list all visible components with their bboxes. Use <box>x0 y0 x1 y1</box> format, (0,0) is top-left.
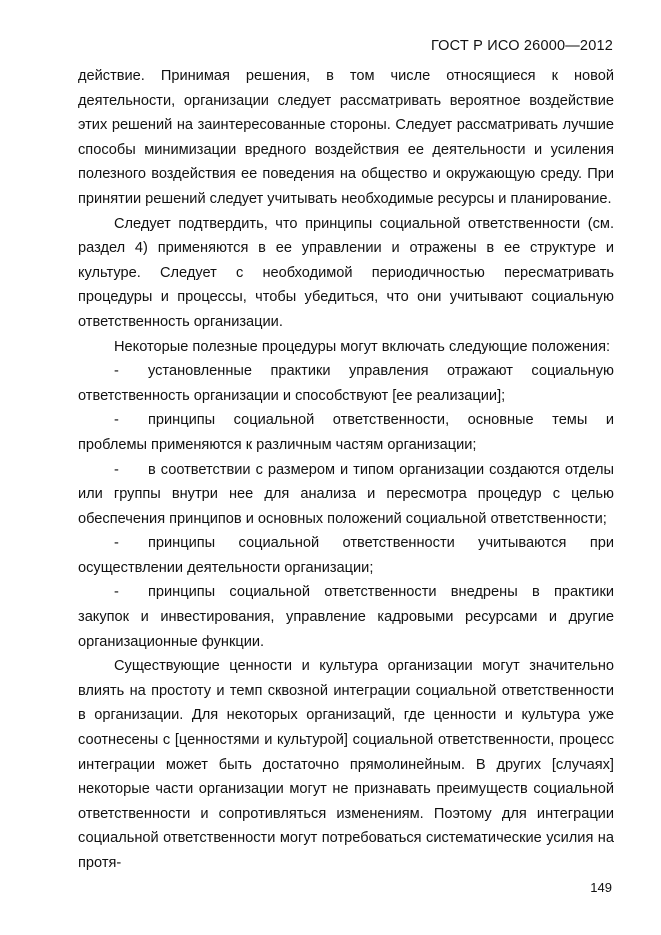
page-number: 149 <box>590 880 612 895</box>
list-item-text: принципы социальной ответственности, основные темы и проблемы применяются к различным частям организации; <box>78 412 614 453</box>
list-item <box>78 408 614 457</box>
list-item <box>78 580 614 654</box>
bullet-marker: - <box>114 584 119 601</box>
list-item <box>78 458 614 532</box>
paragraph-procedures-intro: Некоторые полезные процедуры могут включать следующие положения: <box>114 338 611 355</box>
document-body <box>78 64 614 876</box>
document-header: ГОСТ Р ИСО 26000—2012 <box>430 38 613 54</box>
list-item-text: принципы социальной ответственности внедрены в практики закупок и инвестирования, управление кадровыми ресурсами и другие организационные функции. <box>78 584 614 650</box>
list-item-text: установленные практики управления отражают социальную ответственность организации и способствуют [ее реализации]; <box>78 363 614 404</box>
paragraph-continuation: действие. Принимая решения, в том числе относящиеся к новой деятельности, организации следует рассматривать вероятное воздействие этих решений на заинтересованные стороны. Следует рассматривать лучшие способы минимизации вредного воздействия ее деятельности и усиления полезного воздействия ее поведения на общество и окружающую среду. При принятии решений следует учитывать необходимые ресурсы и планирование. <box>78 68 614 207</box>
paragraph-values-culture: Существующие ценности и культура организации могут значительно влиять на простоту и темп сквозной интеграции социальной ответственности в организации. Для некоторых организаций, где ценности и культура уже соотнесены с [ценностями и культурой] социальной ответственности, процесс интеграции может быть достаточно прямолинейным. В других [случаях] некоторые части организации могут не признавать преимуществ социальной ответственности и сопротивляться изменениям. Поэтому для интеграции социальной ответственности могут потребоваться систематические усилия на протя- <box>78 658 614 871</box>
list-item <box>78 359 614 408</box>
bullet-marker: - <box>114 535 119 552</box>
bullet-marker: - <box>114 412 119 429</box>
list-item <box>78 531 614 580</box>
list-item-text: в соответствии с размером и типом организации создаются отделы или группы внутри нее для анализа и пересмотра процедур с целью обеспечения принципов и основных положений социальной ответственности; <box>78 461 614 527</box>
bullet-marker: - <box>114 461 119 478</box>
list-item-text: принципы социальной ответственности учитываются при осуществлении деятельности организации; <box>78 535 614 576</box>
bullet-marker: - <box>114 363 119 380</box>
paragraph-principles: Следует подтвердить, что принципы социальной ответственности (см. раздел 4) применяются в ее управлении и отражены в ее структуре и культуре. Следует с необходимой периодичностью пересматривать процедуры и процессы, чтобы убедиться, что они учитывают социальную ответственность организации. <box>78 215 614 330</box>
